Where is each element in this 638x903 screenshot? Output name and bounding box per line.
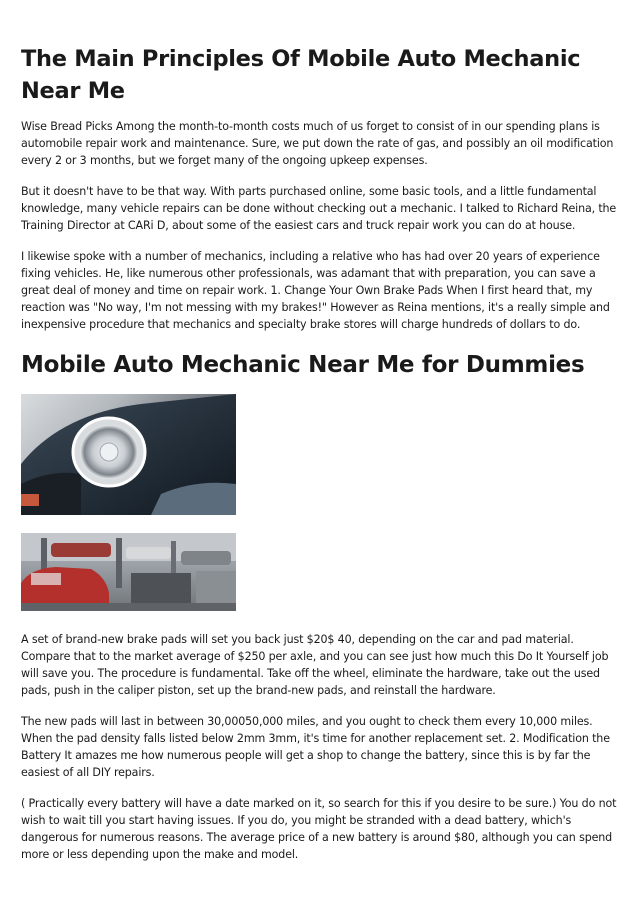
paragraph: ( Practically every battery will have a date marked on it, so search for this if you desire to be sure.) You do not wish to wait till you start having issues. If you do, you might be stranded with a dead battery, which's dangerous for numerous reasons. The average price of a new battery is around $80, although you can spend more or less depending upon the make and model. <box>21 797 617 861</box>
car-headlight-illustration <box>21 394 236 515</box>
paragraph: But it doesn't have to be that way. With parts purchased online, some basic tools, and a little fundamental knowledge, many vehicle repairs can be done without checking out a mechanic. I talked to Richard Reina, the Training Director at CARi D, about some of the easiest cars and truck repair work you can do at house. <box>21 185 617 232</box>
section-heading: Mobile Auto Mechanic Near Me for Dummies <box>21 352 585 378</box>
article <box>21 43 617 877</box>
paragraph: The new pads will last in between 30,00050,000 miles, and you ought to check them every 10,000 miles. When the pad density falls listed below 2mm 3mm, it's time for another replacement set. 2. Modification the Battery It amazes me how numerous people will get a shop to change the battery, since this is by far the easiest of all DIY repairs. <box>21 715 610 779</box>
repair-shop-illustration <box>21 533 236 611</box>
paragraph: I likewise spoke with a number of mechanics, including a relative who has had over 20 years of experience fixing vehicles. He, like numerous other professionals, was adamant that with preparation, you can save a great deal of money and time on repair work. 1. Change Your Own Brake Pads When I first heard that, my reaction was "No way, I'm not messing with my brakes!" However as Reina mentions, it's a really simple and inexpensive procedure that mechanics and specialty brake stores will charge hundreds of dollars to do. <box>21 250 610 331</box>
repair-shop-photo <box>21 533 236 611</box>
car-headlight-photo <box>21 394 236 515</box>
article-title: The Main Principles Of Mobile Auto Mechanic Near Me <box>21 46 581 104</box>
paragraph: Wise Bread Picks Among the month-to-month costs much of us forget to consist of in our spending plans is automobile repair work and maintenance. Sure, we put down the rate of gas, and possibly an oil modification every 2 or 3 months, but we forget many of the ongoing upkeep expenses. <box>21 120 614 167</box>
paragraph: A set of brand-new brake pads will set you back just $20$ 40, depending on the car and pad material. Compare that to the market average of $250 per axle, and you can see just how much this Do It Yourself job will save you. The procedure is fundamental. Take off the wheel, eliminate the hardware, take out the used pads, push in the caliper piston, set up the brand-new pads, and reinstall the hardware. <box>21 633 609 697</box>
